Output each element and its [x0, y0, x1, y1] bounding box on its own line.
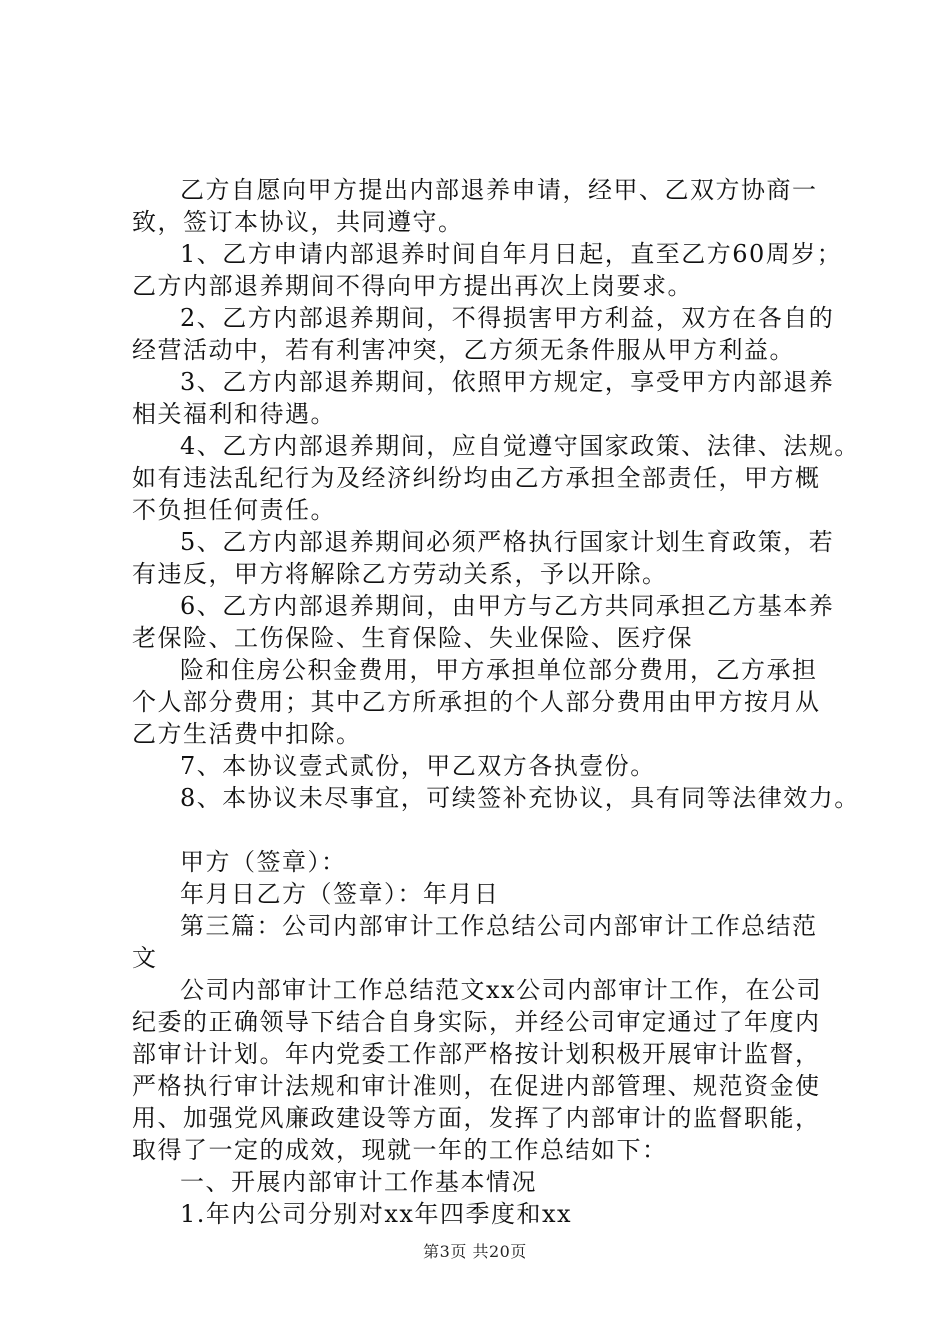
body-text-line: 用、加强党风廉政建设等方面，发挥了内部审计的监督职能，: [132, 1104, 821, 1132]
page-number-footer: 第3页 共20页: [423, 1242, 527, 1261]
body-text-line: 部审计计划。年内党委工作部严格按计划积极开展审计监督，: [132, 1040, 821, 1068]
section-heading-continued: 文: [132, 944, 158, 972]
section-heading: 第三篇：公司内部审计工作总结公司内部审计工作总结范: [180, 912, 818, 940]
body-text-line: 老保险、工伤保险、生育保险、失业保险、医疗保: [132, 624, 693, 652]
body-text-line: 取得了一定的成效，现就一年的工作总结如下：: [132, 1136, 668, 1164]
body-text-line: 7、本协议壹式贰份，甲乙双方各执壹份。: [180, 752, 656, 780]
body-text-line: 险和住房公积金费用，甲方承担单位部分费用，乙方承担: [180, 656, 818, 684]
signature-line-party-a: 甲方（签章）：: [180, 848, 347, 876]
signature-line-dates: 年月日乙方（签章）：年月日: [180, 880, 500, 908]
subsection-heading: 一、开展内部审计工作基本情况: [180, 1168, 537, 1196]
body-text-line: 2、乙方内部退养期间，不得损害甲方利益，双方在各自的: [180, 304, 835, 332]
body-text-line: 乙方自愿向甲方提出内部退养申请，经甲、乙双方协商一: [180, 176, 818, 204]
body-text-line: 乙方生活费中扣除。: [132, 720, 362, 748]
body-text-line: 严格执行审计法规和审计准则，在促进内部管理、规范资金使: [132, 1072, 821, 1100]
body-text-line: 如有违法乱纪行为及经济纠纷均由乙方承担全部责任，甲方概: [132, 464, 821, 492]
body-text-line: 纪委的正确领导下结合自身实际，并经公司审定通过了年度内: [132, 1008, 821, 1036]
body-text-line: 1、乙方申请内部退养时间自年月日起，直至乙方60周岁；: [180, 240, 843, 268]
body-text-line: 致，签订本协议，共同遵守。: [132, 208, 464, 236]
body-text-line: 个人部分费用；其中乙方所承担的个人部分费用由甲方按月从: [132, 688, 821, 716]
body-text-line: 有违反，甲方将解除乙方劳动关系，予以开除。: [132, 560, 668, 588]
body-text-line: 1.年内公司分别对xx年四季度和xx: [180, 1200, 573, 1228]
body-text-line: 8、本协议未尽事宜，可续签补充协议，具有同等法律效力。: [180, 784, 860, 812]
body-text-line: 4、乙方内部退养期间，应自觉遵守国家政策、法律、法规。: [180, 432, 860, 460]
body-text-line: 5、乙方内部退养期间必须严格执行国家计划生育政策，若: [180, 528, 835, 556]
body-text-line: 相关福利和待遇。: [132, 400, 336, 428]
body-text-line: 乙方内部退养期间不得向甲方提出再次上岗要求。: [132, 272, 693, 300]
body-text-line: 公司内部审计工作总结范文xx公司内部审计工作，在公司: [180, 976, 823, 1004]
body-text-line: 不负担任何责任。: [132, 496, 336, 524]
body-text-line: 3、乙方内部退养期间，依照甲方规定，享受甲方内部退养: [180, 368, 835, 396]
body-text-line: 经营活动中，若有利害冲突，乙方须无条件服从甲方利益。: [132, 336, 795, 364]
body-text-line: 6、乙方内部退养期间，由甲方与乙方共同承担乙方基本养: [180, 592, 835, 620]
